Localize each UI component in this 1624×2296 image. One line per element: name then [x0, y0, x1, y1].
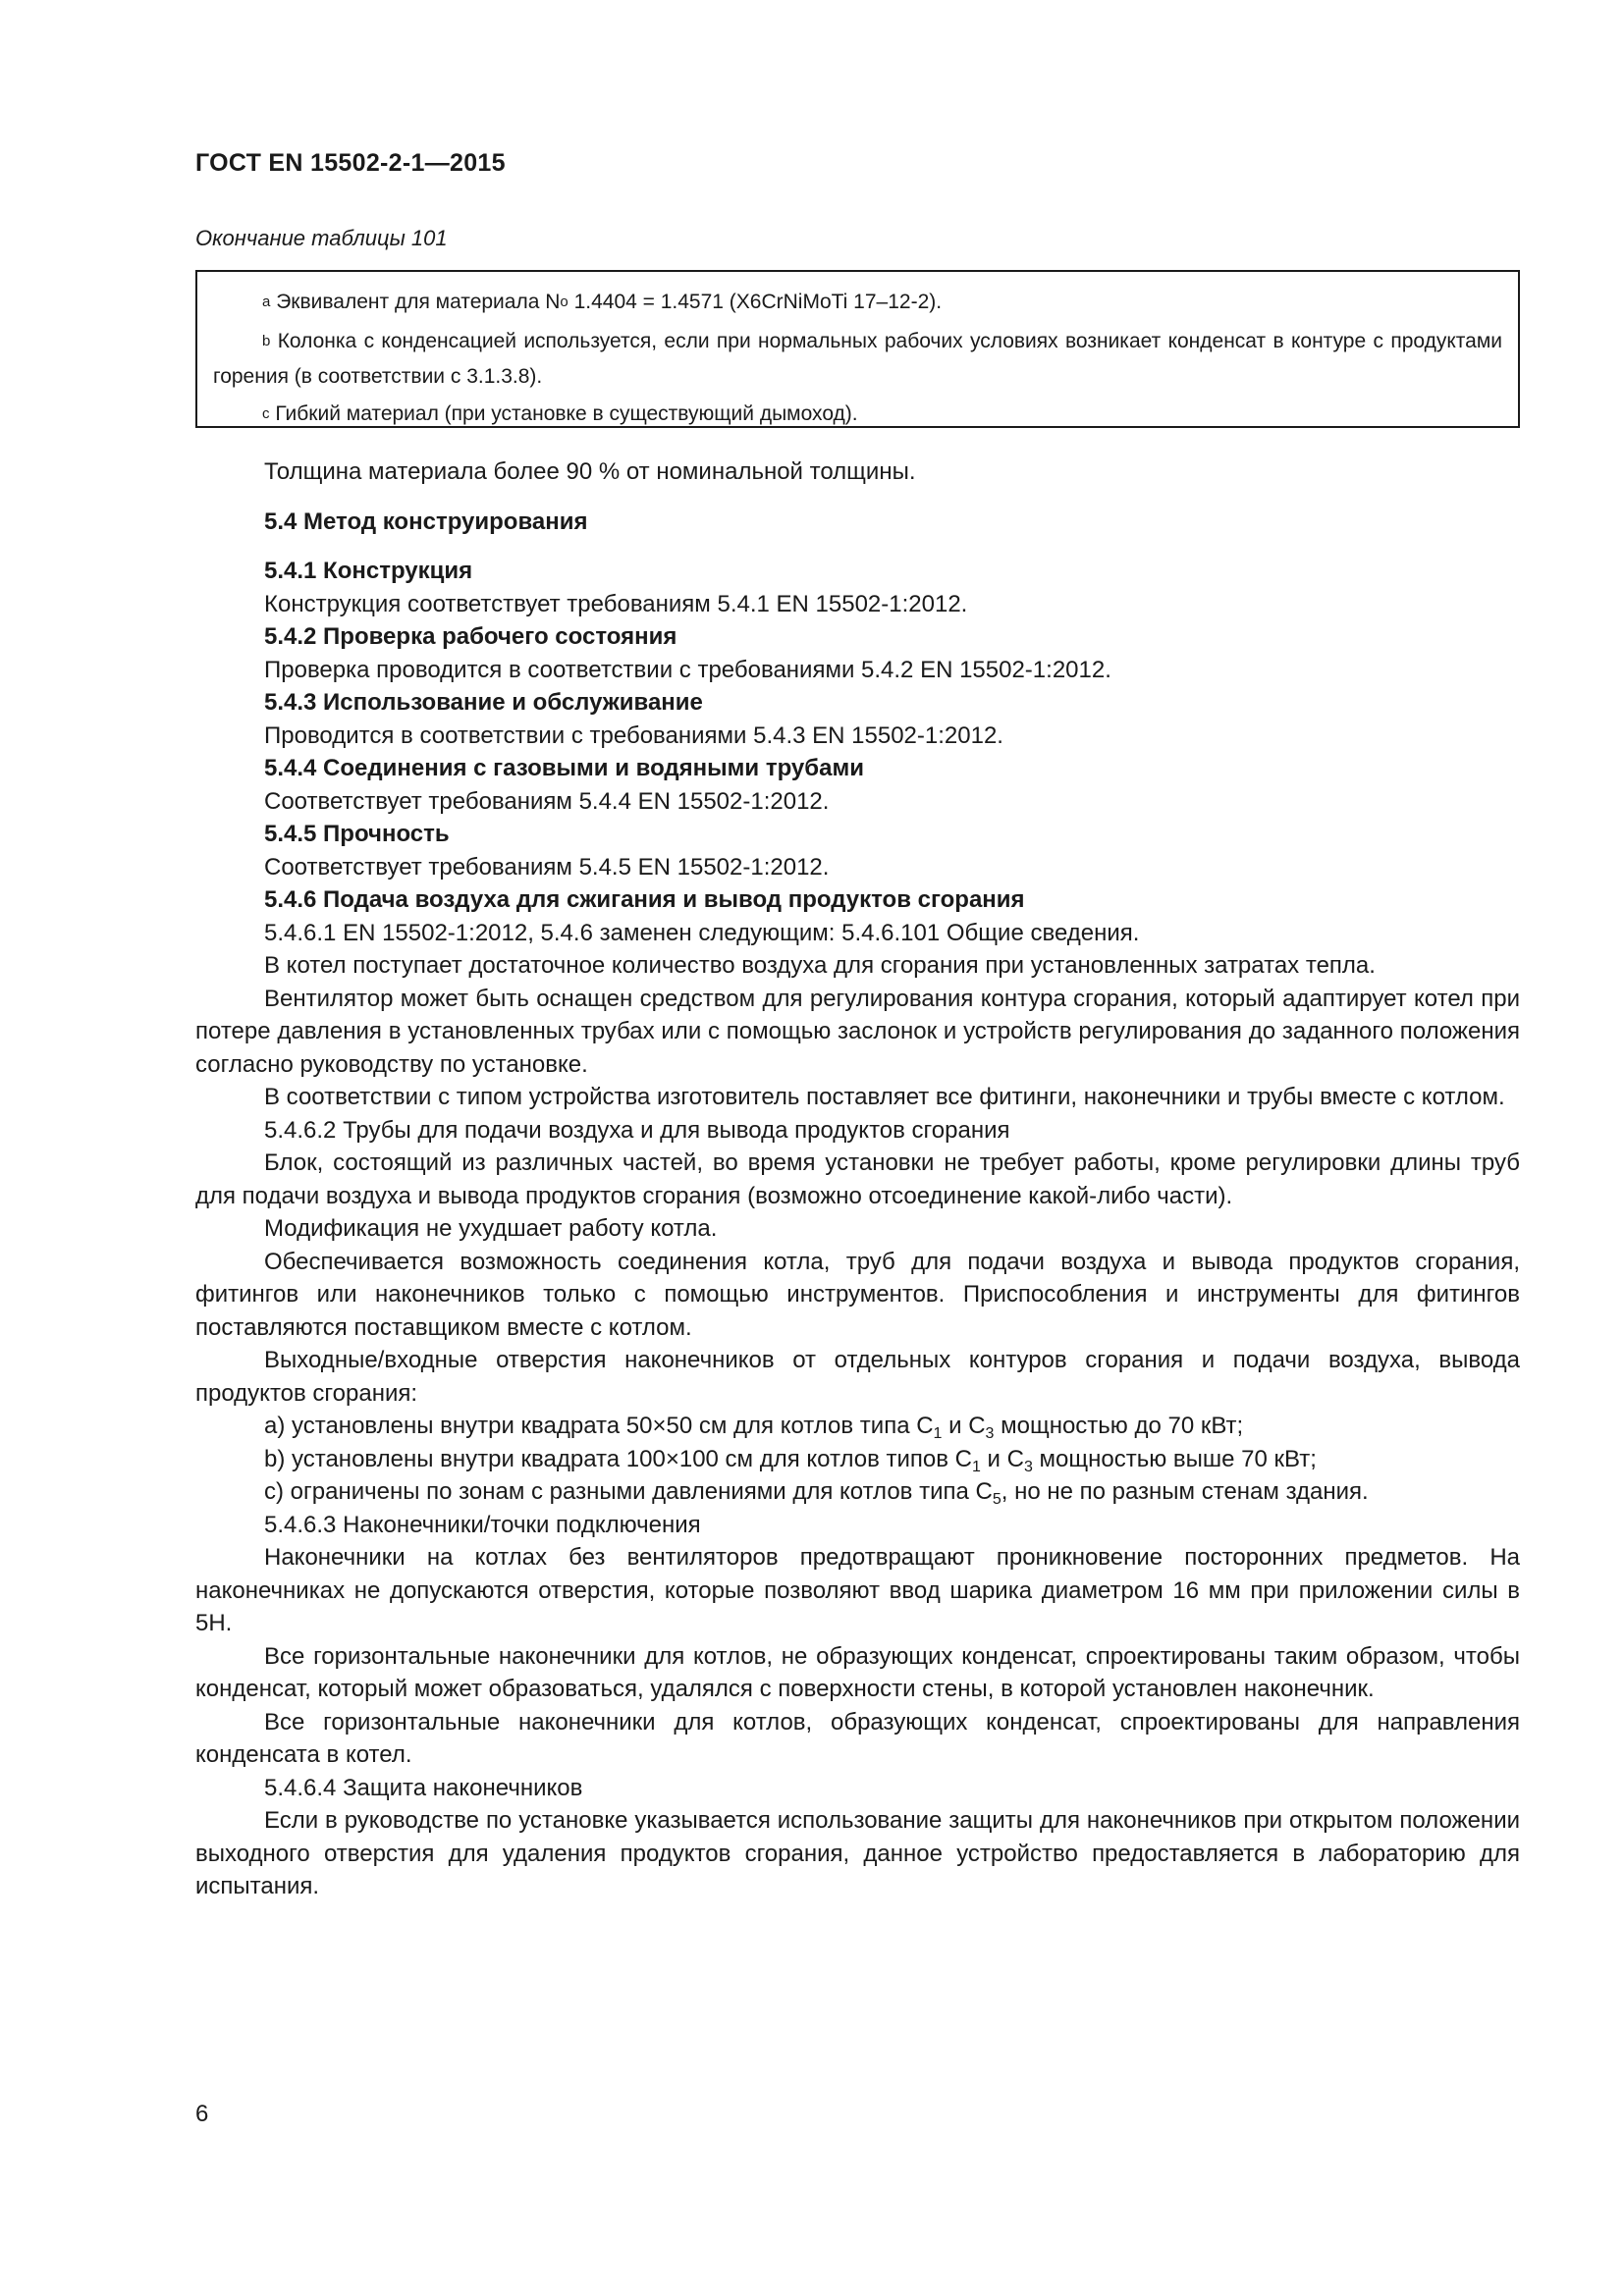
paragraph: Обеспечивается возможность соединения котла, труб для подачи воздуха и вывода продуктов сгорания, фитингов или наконечников только с помощью инструментов. Приспособления и инструменты для фитингов поставляются поставщиком вместе с котлом. — [195, 1248, 1520, 1341]
paragraph: Наконечники на котлах без вентиляторов предотвращают проникновение посторонних предметов. На наконечниках не допускаются отверстия, которые позволяют ввод шарика диаметром 16 мм при приложении силы в 5Н. — [195, 1544, 1520, 1636]
paragraph: Проверка проводится в соответствии с требованиями 5.4.2 EN 15502-1:2012. — [264, 656, 1111, 683]
note-mark: c — [262, 405, 270, 422]
subsection-heading: 5.4.3 Использование и обслуживание — [264, 689, 703, 716]
subsection-heading: 5.4.2 Проверка рабочего состояния — [264, 623, 677, 650]
table-note-b — [213, 325, 1502, 394]
standard-id: ГОСТ EN 15502-2-1—2015 — [195, 149, 506, 177]
subsection-heading: 5.4.4 Соединения с газовыми и водяными трубами — [264, 755, 864, 781]
paragraph: Вентилятор может быть оснащен средством для регулирования контура сгорания, который адаптирует котел при потере давления в установленных трубах или с помощью заслонок и устройств регулирования до заданного положения согласно руководству по установке. — [195, 985, 1520, 1078]
table-note-a — [213, 286, 1502, 321]
paragraph: Проводится в соответствии с требованиями 5.4.3 EN 15502-1:2012. — [264, 721, 1003, 749]
note-mark: a — [262, 294, 271, 310]
paragraph: Конструкция соответствует требованиям 5.4.1 EN 15502-1:2012. — [264, 590, 968, 617]
paragraph: 5.4.6.2 Трубы для подачи воздуха и для вывода продуктов сгорания — [264, 1116, 1010, 1144]
paragraph: Если в руководстве по установке указывается использование защиты для наконечников при открытом положении выходного отверстия для удаления продуктов сгорания, данное устройство предоставляется в лабораторию для испытания. — [195, 1807, 1520, 1899]
subsection-heading: 5.4.5 Прочность — [264, 821, 450, 847]
note-text: Колонка с конденсацией используется, если при нормальных рабочих условиях возникает конденсат в контуре с продуктами горения (в соответствии с 3.1.3.8). — [213, 330, 1502, 388]
paragraph: Соответствует требованиям 5.4.4 EN 15502-1:2012. — [264, 787, 830, 815]
paragraph: Соответствует требованиям 5.4.5 EN 15502-1:2012. — [264, 853, 830, 881]
document-body — [195, 455, 1520, 1903]
paragraph: Модификация не ухудшает работу котла. — [264, 1215, 718, 1242]
paragraph: Толщина материала более 90 % от номинальной толщины. — [264, 458, 916, 485]
page-number: 6 — [195, 2101, 209, 2127]
paragraph: 5.4.6.3 Наконечники/точки подключения — [264, 1511, 701, 1538]
paragraph: В котел поступает достаточное количество воздуха для сгорания при установленных затратах тепла. — [264, 952, 1376, 979]
section-heading: 5.4 Метод конструирования — [264, 507, 588, 535]
paragraph: Все горизонтальные наконечники для котлов, образующих конденсат, спроектированы для направления конденсата в котел. — [195, 1708, 1520, 1768]
paragraph: Блок, состоящий из различных частей, во время установки не требует работы, кроме регулировки длины труб для подачи воздуха и вывода продуктов сгорания (возможно отсоединение какой-либо части). — [195, 1149, 1520, 1209]
note-text: 1.4404 = 1.4571 (X6CrNiMoTi 17–12-2). — [568, 291, 943, 313]
paragraph: Выходные/входные отверстия наконечников от отдельных контуров сгорания и подачи воздуха, вывода продуктов сгорания: — [195, 1347, 1520, 1407]
subsection-heading: 5.4.1 Конструкция — [264, 558, 473, 584]
list-item-b: b) установлены внутри квадрата 100×100 см для котлов типов $С_1$ и $С_3$ мощностью выше 70 кВт; — [264, 1445, 1317, 1475]
list-item-c: c) ограничены по зонам с разными давлениями для котлов типа $С_5$, но не по разным стенам здания. — [264, 1478, 1369, 1508]
note-text: Гибкий материал (при установке в существующий дымоход). — [275, 402, 858, 425]
paragraph: 5.4.6.1 EN 15502-1:2012, 5.4.6 заменен следующим: 5.4.6.101 Общие сведения. — [264, 919, 1140, 946]
subsection-heading: 5.4.6 Подача воздуха для сжигания и вывод продуктов сгорания — [264, 886, 1025, 913]
table-note-c — [213, 398, 1502, 433]
table-notes-box — [195, 270, 1520, 428]
paragraph: 5.4.6.4 Защита наконечников — [264, 1774, 583, 1801]
note-mark: b — [262, 333, 271, 349]
note-text: Эквивалент для материала N — [276, 291, 561, 313]
paragraph: В соответствии с типом устройства изготовитель поставляет все фитинги, наконечники и трубы вместе с котлом. — [264, 1084, 1505, 1110]
table-caption: Окончание таблицы 101 — [195, 226, 448, 250]
note-mark-degree: o — [560, 294, 568, 310]
list-item-a: a) установлены внутри квадрата 50×50 см для котлов типа $С_1$ и $С_3$ мощностью до 70 кВт; — [264, 1413, 1244, 1442]
paragraph: Все горизонтальные наконечники для котлов, не образующих конденсат, спроектированы таким образом, чтобы конденсат, который может образоваться, удалялся с поверхности стены, в которой установлен наконечник. — [195, 1642, 1520, 1702]
